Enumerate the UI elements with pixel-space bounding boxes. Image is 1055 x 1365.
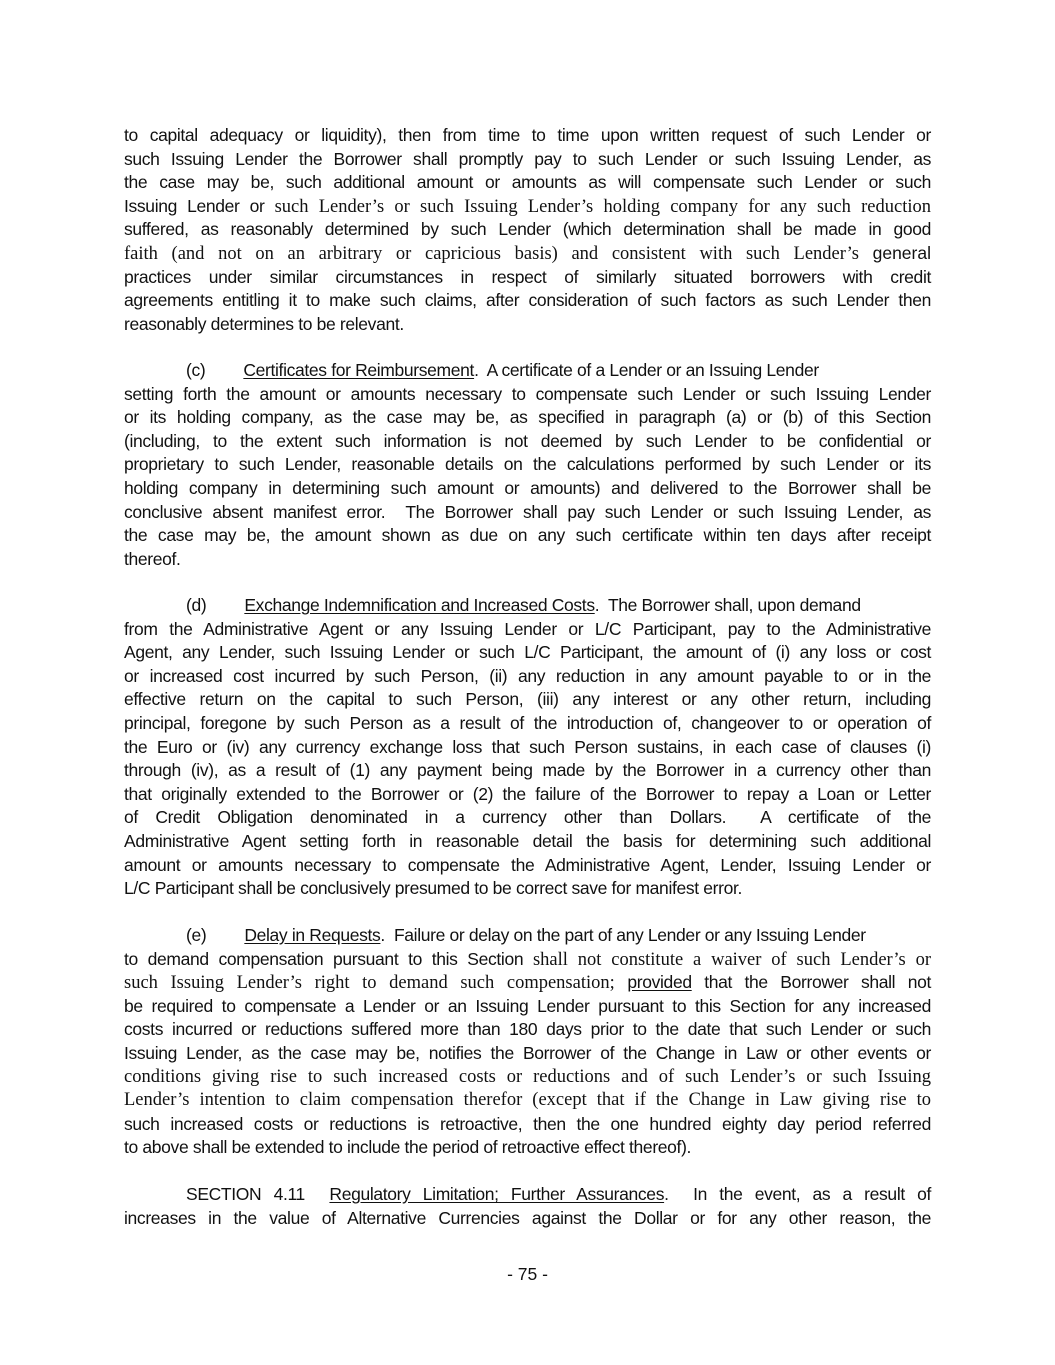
text-line: holding company in determining such amount or amounts) and delivered to the Borrower shall be [124, 477, 931, 498]
text-line: Agent, any Lender, such Issuing Lender or such L/C Participant, the amount of (i) any loss or cost [124, 642, 931, 663]
text-line: increases in the value of Alternative Currencies against the Dollar or for any other reason, the [124, 1207, 931, 1228]
text-line: to above shall be extended to include the period of retroactive effect thereof). [124, 1137, 692, 1158]
provided-term: provided [627, 972, 692, 993]
text-span: such Issuing Lender’s right to demand such compensation; [124, 973, 628, 994]
text-line: the case may be, the amount shown as due on any such certificate within ten days after receipt [124, 525, 931, 546]
section-heading: Regulatory Limitation; Further Assurances [329, 1184, 665, 1204]
text-line: agreements entitling it to make such claims, after consideration of such factors as such Lender then [124, 290, 931, 311]
text-line: conditions giving rise to such increased costs or reductions and of such Lender’s or such Issuing [124, 1066, 931, 1087]
text-line: practices under similar circumstances in respect of similarly situated borrowers with credit [124, 266, 931, 287]
paragraph-label: (c) [186, 360, 206, 380]
text-line: such Issuing Lender the Borrower shall promptly pay to such Lender or such Issuing Lender, as [124, 148, 931, 169]
text-line [124, 971, 931, 995]
text-line: through (iv), as a result of (1) any payment being made by the Borrower in a currency other than [124, 760, 931, 781]
text-line: from the Administrative Agent or any Issuing Lender or L/C Participant, pay to the Administrative [124, 618, 931, 639]
paragraph-first-line [124, 1183, 931, 1207]
text-line: suffered, as reasonably determined by such Lender (which determination shall be made in good [124, 219, 931, 240]
paragraph-continuation [124, 124, 931, 336]
text-span: shall not constitute a waiver of such Lender’s or [532, 949, 932, 970]
paragraph-label: (e) [186, 925, 207, 945]
section-label: SECTION 4.11 [186, 1184, 305, 1204]
text-line: Lender’s intention to claim compensation therefor (except that if the Change in Law giving rise to [124, 1090, 931, 1111]
paragraph-label: (d) [186, 595, 207, 615]
text-line: Issuing Lender or such Lender’s or such Issuing Lender’s holding company for any such reduction [124, 195, 931, 217]
text-line: the case may be, such additional amount or amounts as will compensate such Lender or such [124, 172, 931, 193]
text-line: L/C Participant shall be conclusively presumed to be correct save for manifest error. [124, 878, 743, 899]
text-span: that the Borrower shall not [691, 972, 931, 993]
text-line: setting forth the amount or amounts necessary to compensate such Lender or such Issuing Lender [124, 383, 931, 404]
text-line: faith (and not on an arbitrary or capricious basis) and consistent with such Lender’s general [124, 242, 931, 264]
text-line [124, 948, 931, 972]
text-line: costs incurred or reductions suffered more than 180 days prior to the date that such Lender or such [124, 1019, 931, 1040]
text-line: thereof. [124, 548, 181, 569]
paragraph-first-line [124, 924, 931, 948]
text-line: or its holding company, as the case may be, as specified in paragraph (a) or (b) of this Section [124, 407, 931, 428]
page-number: - 75 - [507, 1264, 548, 1284]
text-line: Administrative Agent setting forth in reasonable detail the basis for determining such additional [124, 830, 931, 851]
text-line: reasonably determines to be relevant. [124, 313, 404, 334]
text-line: proprietary to such Lender, reasonable details on the calculations performed by such Lender or its [124, 454, 931, 475]
text-line: of Credit Obligation denominated in a currency other than Dollars. A certificate of the [124, 807, 931, 828]
text-line: conclusive absent manifest error. The Borrower shall pay such Lender or such Issuing Lender, as [124, 501, 931, 522]
paragraph-first-line [124, 594, 931, 618]
text-line: amount or amounts necessary to compensate the Administrative Agent, Lender, Issuing Lender or [124, 854, 931, 875]
paragraph-heading: Exchange Indemnification and Increased Costs [244, 595, 595, 615]
text-line: Issuing Lender, as the case may be, notifies the Borrower of the Change in Law or other events or [124, 1042, 931, 1063]
section-4-11 [124, 1183, 931, 1230]
text-line: such increased costs or reductions is retroactive, then the one hundred eighty day period referred [124, 1113, 931, 1134]
text-line: or increased cost incurred by such Person, (ii) any reduction in any amount payable to or in the [124, 665, 931, 686]
text-span: to demand compensation pursuant to this Section [124, 948, 533, 969]
paragraph-heading: Certificates for Reimbursement [243, 360, 475, 380]
paragraph-e [124, 924, 931, 1160]
text-span: . Failure or delay on the part of any Lender or any Issuing Lender [380, 925, 866, 945]
text-line: effective return on the capital to such Person, (iii) any interest or any other return, including [124, 689, 931, 710]
text-line: the Euro or (iv) any currency exchange loss that such Person sustains, in each case of clauses (i) [124, 736, 931, 757]
text-line: principal, foregone by such Person as a result of the introduction of, changeover to or operation of [124, 712, 931, 733]
text-line: to capital adequacy or liquidity), then from time to time upon written request of such Lender or [124, 125, 931, 145]
paragraph-heading: Delay in Requests [244, 925, 381, 945]
text-line: that originally extended to the Borrower or (2) the failure of the Borrower to repay a Loan or Letter [124, 783, 931, 804]
text-span: . A certificate of a Lender or an Issuing Lender [474, 360, 819, 380]
text-span: . The Borrower shall, upon demand [594, 595, 861, 615]
text-span: . In the event, as a result of [664, 1184, 931, 1204]
paragraph-first-line [124, 359, 931, 383]
paragraph-c [124, 359, 931, 571]
paragraph-d [124, 594, 931, 901]
text-line: be required to compensate a Lender or an Issuing Lender pursuant to this Section for any increased [124, 995, 931, 1016]
text-line: (including, to the extent such information is not deemed by such Lender to be confidential or [124, 430, 931, 451]
